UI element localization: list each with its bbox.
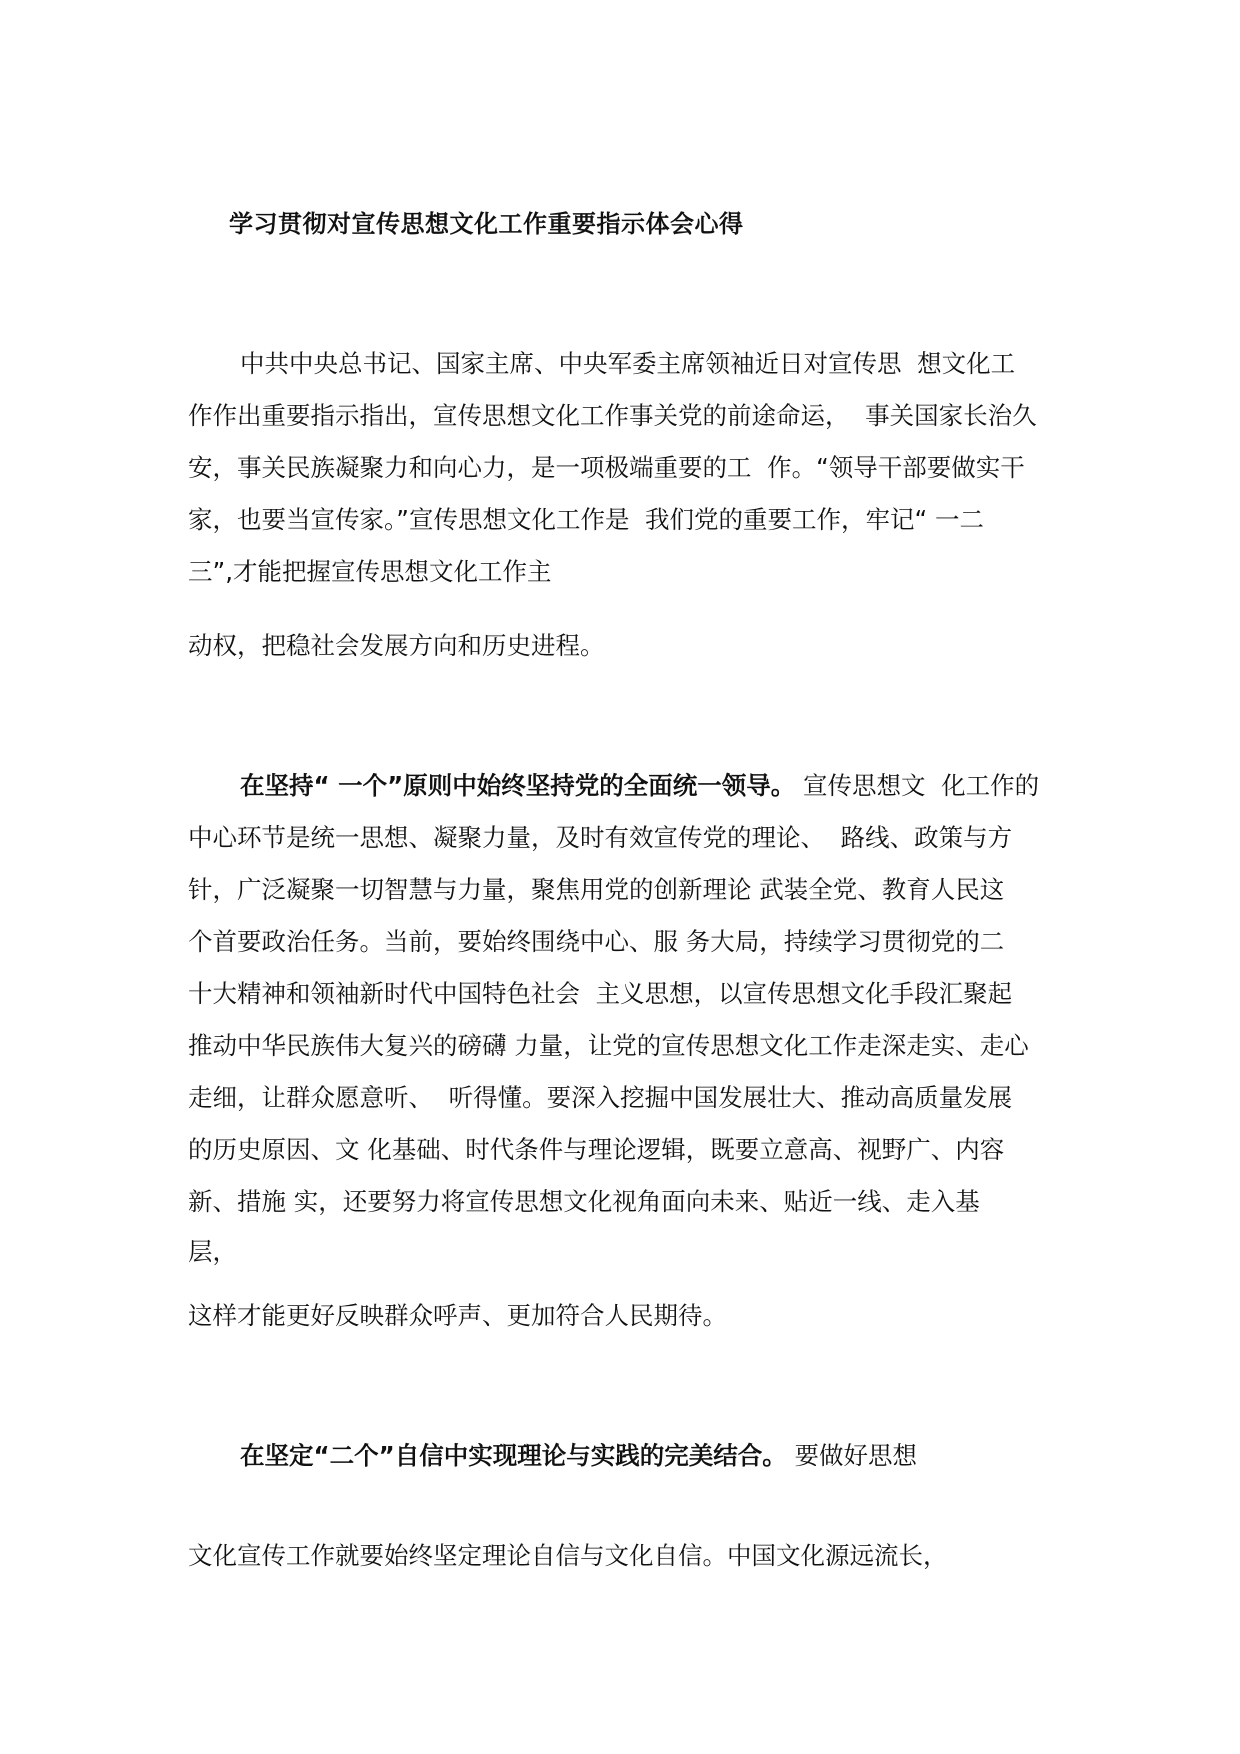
p1-line-4: 家，也要当宣传家。”宣传思想文化工作是 我们党的重要工作，牢记“ 一二 — [188, 505, 984, 534]
p3-line-1 — [240, 1440, 917, 1472]
p2-line-9: 新、措施 实，还要努力将宣传思想文化视角面向未来、贴近一线、走入基 — [188, 1187, 980, 1216]
p3-continuation: 文化宣传工作就要始终坚定理论自信与文化自信。中国文化源远流长， — [188, 1541, 948, 1570]
p2-line-5: 十大精神和领袖新时代中国特色社会 主义思想，以宣传思想文化手段汇聚起 — [188, 979, 1013, 1008]
document-title: 学习贯彻对宣传思想文化工作重要指示体会心得 — [229, 210, 744, 238]
p2-line-4: 个首要政治任务。当前，要始终围绕中心、服 务大局，持续学习贯彻党的二 — [188, 927, 1005, 956]
p1-line-3: 安，事关民族凝聚力和向心力，是一项极端重要的工 作。“领导干部要做实干 — [188, 453, 1025, 482]
p2-line-7: 走细，让群众愿意听、 听得懂。要深入挖掘中国发展壮大、推动高质量发展 — [188, 1083, 1013, 1112]
p2-line-10: 层， — [188, 1237, 237, 1266]
p2-line-3: 针，广泛凝聚一切智慧与力量，聚焦用党的创新理论 武装全党、教育人民这 — [188, 875, 1005, 904]
p1-line-2: 作作出重要指示指出，宣传思想文化工作事关党的前途命运， 事关国家长治久 — [188, 401, 1037, 430]
p2-line-2: 中心环节是统一思想、凝聚力量，及时有效宣传党的理论、 路线、政策与方 — [188, 823, 1013, 852]
p1-line-1: 中共中央总书记、国家主席、中央军委主席领袖近日对宣传思 想文化工 — [240, 349, 1016, 378]
p2-lead-heading: 在坚持“ 一个”原则中始终坚持党的全面统一领导。 — [240, 771, 796, 800]
p1-continuation: 动权，把稳社会发展方向和历史进程。 — [188, 631, 605, 660]
p2-line-1 — [240, 770, 1039, 802]
p3-line-1-rest: 要做好思想 — [786, 1441, 917, 1470]
p2-line-8: 的历史原因、文 化基础、时代条件与理论逻辑，既要立意高、视野广、内容 — [188, 1135, 1005, 1164]
p2-line-6: 推动中华民族伟大复兴的磅礴 力量，让党的宣传思想文化工作走深走实、走心 — [188, 1031, 1029, 1060]
p2-continuation: 这样才能更好反映群众呼声、更加符合人民期待。 — [188, 1301, 727, 1330]
p3-lead-heading: 在坚定“二个”自信中实现理论与实践的完美结合。 — [240, 1441, 787, 1470]
p1-line-5: 三”,才能把握宣传思想文化工作主 — [188, 557, 552, 586]
p2-line-1-rest: 宣传思想文 化工作的 — [795, 771, 1040, 800]
